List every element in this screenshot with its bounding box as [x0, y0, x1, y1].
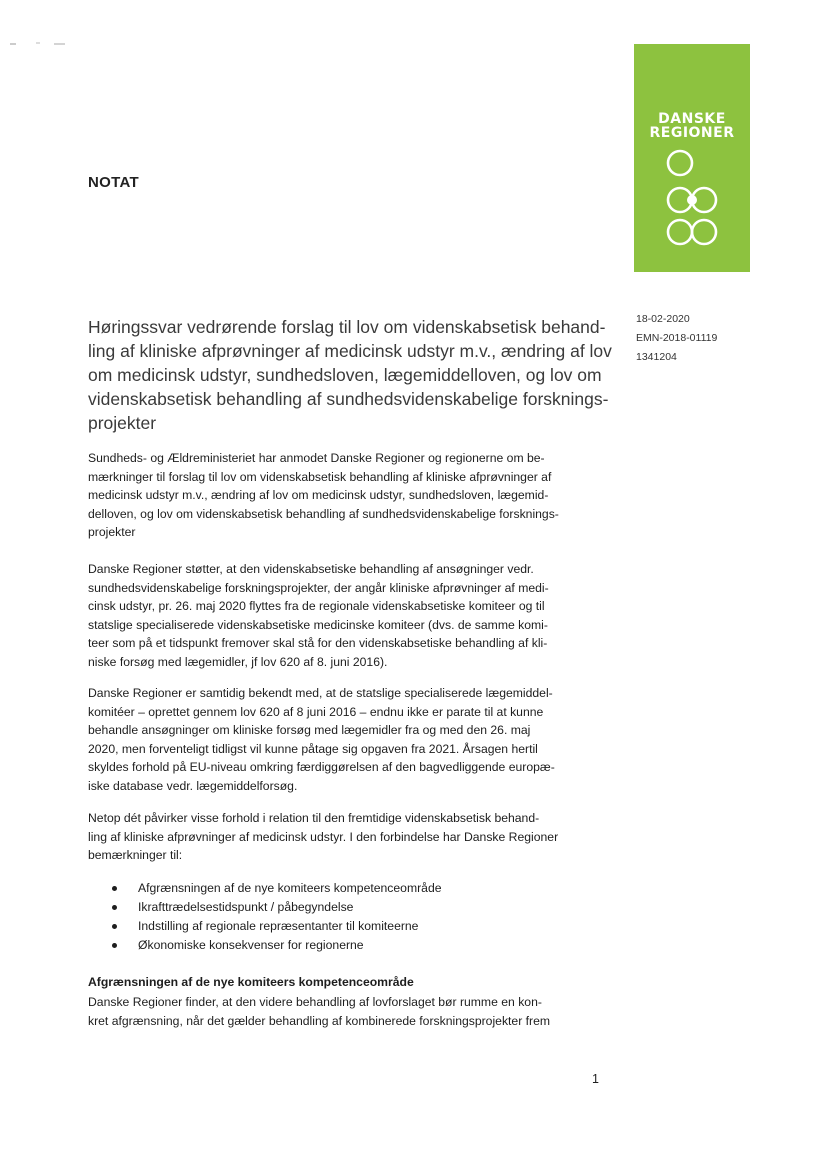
document-number: 1341204 — [636, 351, 677, 363]
text-line: bemærkninger til: — [88, 848, 183, 862]
scan-artifact — [10, 40, 70, 48]
title-line: om medicinsk udstyr, sundhedsloven, lægemiddelloven, og lov om — [88, 365, 602, 385]
title-line: ling af kliniske afprøvninger af medicinsk udstyr m.v., ændring af lov — [88, 341, 612, 361]
paragraph-intro — [88, 449, 608, 542]
text-line: Sundheds- og Ældreministeriet har anmodet Danske Regioner og regionerne om be- — [88, 451, 545, 465]
page-number: 1 — [592, 1072, 599, 1086]
logo-text-line2: REGIONER — [649, 125, 735, 141]
remarks-bullet-list — [112, 879, 442, 955]
text-line: 2020, men forventeligt tidligst vil kunne påtage sig opgaven fra 2021. Årsagen hertil — [88, 741, 538, 756]
text-line: delloven, og lov om videnskabsetisk behandling af sundhedsvidenskabelige forsknings- — [88, 506, 559, 521]
text-line: cinsk udstyr, pr. 26. maj 2020 flyttes fra de regionale videnskabsetiske komiteer og til — [88, 599, 545, 613]
text-line: skyldes forhold på EU-niveau omkring færdiggørelsen af den bagvedliggende europæ- — [88, 760, 555, 774]
text-line: sundhedsvidenskabelige forskningsprojekter, der angår kliniske afprøvninger af medi- — [88, 580, 549, 595]
title-line: projekter — [88, 413, 157, 433]
text-line: Danske Regioner støtter, at den videnskabsetiske behandling af ansøgninger vedr. — [88, 562, 534, 576]
text-line: ling af kliniske afprøvninger af medicinsk udstyr. I den forbindelse har Danske Regioner — [88, 829, 559, 844]
list-item-text: Afgrænsningen af de nye komiteers kompetenceområde — [138, 881, 442, 895]
text-line: niske forsøg med lægemidler, jf lov 620 af 8. juni 2016). — [88, 654, 388, 669]
text-line: projekter — [88, 525, 136, 539]
section-heading: Afgrænsningen af de nye komiteers kompetenceområde — [88, 975, 414, 989]
paragraph-support — [88, 560, 608, 671]
bullet-dot-icon — [112, 943, 117, 948]
bullet-dot-icon — [112, 886, 117, 891]
text-line: medicinsk udstyr m.v., ændring af lov om medicinsk udstyr, sundhedsloven, lægemid- — [88, 488, 549, 502]
logo-text-line1: DANSKE — [658, 111, 726, 127]
logo-rings-icon — [634, 144, 750, 254]
list-item-text: Økonomiske konsekvenser for regionerne — [138, 938, 364, 952]
text-line: Danske Regioner finder, at den videre behandling af lovforslaget bør rumme en kon- — [88, 995, 542, 1009]
case-number: EMN-2018-01119 — [636, 332, 718, 344]
danske-regioner-logo — [634, 44, 750, 272]
text-line: iske database vedr. lægemiddelforsøg. — [88, 778, 298, 793]
text-line: Danske Regioner er samtidig bekendt med, at de statslige specialiserede lægemiddel- — [88, 686, 553, 700]
list-item — [112, 936, 442, 955]
bullet-dot-icon — [112, 905, 117, 910]
text-line: teer som på et tidspunkt fremover skal stå for den videnskabsetiske behandling af kli- — [88, 636, 548, 650]
list-item-text: Ikrafttrædelsestidspunkt / påbegyndelse — [138, 900, 354, 914]
paragraph-remarks — [88, 809, 608, 865]
paragraph-committees — [88, 684, 608, 795]
list-item — [112, 879, 442, 898]
document-metadata — [636, 310, 717, 367]
text-line: komitéer – oprettet gennem lov 620 af 8 juni 2016 – endnu ikke er parate til at kunne — [88, 704, 544, 719]
text-line: mærkninger til forslag til lov om videnskabsetisk behandling af kliniske afprøvninger af — [88, 469, 552, 484]
list-item — [112, 898, 442, 917]
list-item — [112, 917, 442, 936]
bullet-dot-icon — [112, 924, 117, 929]
paragraph-section — [88, 993, 608, 1030]
text-line: Netop dét påvirker visse forhold i relation til den fremtidige videnskabsetisk behand- — [88, 811, 540, 825]
title-line: videnskabsetisk behandling af sundhedsvidenskabelige forsknings- — [88, 389, 609, 409]
document-title — [88, 315, 612, 435]
text-line: behandle ansøgninger om kliniske forsøg med lægemidler fra og med den 26. maj — [88, 723, 531, 737]
document-type-label: NOTAT — [88, 174, 139, 191]
text-line: statslige specialiserede videnskabsetiske medicinske komiteer (dvs. de samme komi- — [88, 617, 548, 632]
text-line: kret afgrænsning, når det gælder behandling af kombinerede forskningsprojekter frem — [88, 1013, 551, 1028]
title-line: Høringssvar vedrørende forslag til lov om videnskabsetisk behand- — [88, 317, 606, 337]
document-date: 18-02-2020 — [636, 313, 690, 325]
list-item-text: Indstilling af regionale repræsentanter til komiteerne — [138, 919, 419, 933]
